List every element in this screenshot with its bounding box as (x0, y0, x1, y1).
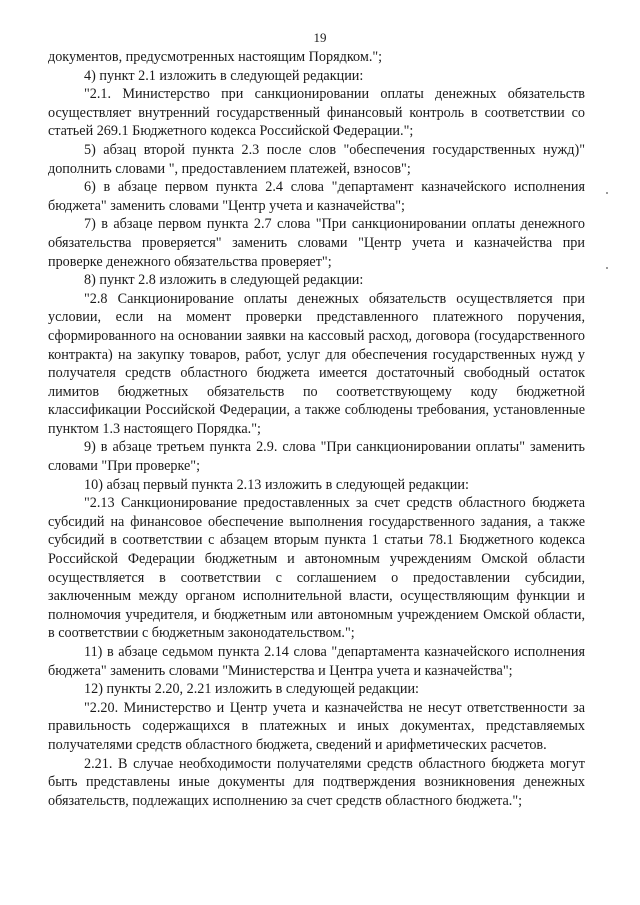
paragraph-clause-2-21: 2.21. В случае необходимости получателями средств областного бюджета могут быть представлены иные документы для подтверждения возникновения денежных обязательств, подлежащих исполнению за счет средств областного бюджета."; (48, 755, 585, 809)
paragraph-item-11: 11) в абзаце седьмом пункта 2.14 слова "департамента казначейского исполнения бюджета" заменить словами "Министерства и Центра учета и казначейства"; (48, 644, 585, 679)
paragraph-clause-2-13: "2.13 Санкционирование предоставленных за счет средств областного бюджета субсидий на финансовое обеспечение выполнения государственного задания, а также субсидий в соответствии с абзацем вторым пункта 1 статьи 78.1 Бюджетного кодекса Российской Федерации бюджетным и автономным учреждениям Омской области осуществляется в соответствии с соглашением о предоставлении субсидии, заключенным между органом исполнительной власти, осуществляющим функции и полномочия учредителя, и бюджетным или автономным учреждением Омской области, в соответствии с бюджетным законодательством."; (48, 495, 585, 642)
page-number: 19 (313, 30, 327, 45)
paragraph-item-8: 8) пункт 2.8 изложить в следующей редакции: (84, 272, 364, 289)
paragraph-item-6: 6) в абзаце первом пункта 2.4 слова "департамент казначейского исполнения бюджета" заменить словами "Центр учета и казначейства"; (48, 179, 585, 214)
scan-speck (606, 267, 608, 269)
paragraph-item-9: 9) в абзаце третьем пункта 2.9. слова "При санкционировании оплаты" заменить словами "При проверке"; (48, 439, 585, 475)
paragraph-clause-2-1: "2.1. Министерство при санкционировании оплаты денежных обязательств осуществляет внутренний государственный финансовый контроль в соответствии со статьей 269.1 Бюджетного кодекса Российской Федерации."; (48, 86, 585, 140)
document-body (48, 48, 585, 810)
paragraph-item-12: 12) пункты 2.20, 2.21 изложить в следующей редакции: (84, 681, 419, 698)
paragraph-item-7: 7) в абзаце первом пункта 2.7 слова "При санкционировании оплаты денежного обязательства проверяется" заменить словами "Центр учета и казначейства при проверке денежного обязательства проверяет"; (48, 216, 585, 270)
scan-speck (606, 192, 608, 194)
paragraph-item-5: 5) абзац второй пункта 2.3 после слов "обеспечения государственных нужд)" дополнить словами ", предоставлением платежей, взносов"; (48, 141, 585, 177)
paragraph-item-10: 10) абзац первый пункта 2.13 изложить в следующей редакции: (84, 476, 469, 493)
paragraph-clause-2-8: "2.8 Санкционирование оплаты денежных обязательств осуществляется при условии, если на момент проверки представленного платежного поручения, сформированного на основании заявки на кассовый расход, договора (государственного контракта) на закупку товаров, работ, услуг для обеспечения государственных нужд у получателя средств областного бюджета имеется достаточный свободный остаток лимитов бюджетных обязательств по соответствующему коду бюджетной классификации Российской Федерации, а также соблюдены требования, установленные пунктом 1.3 настоящего Порядка."; (48, 290, 585, 437)
paragraph-clause-2-20: "2.20. Министерство и Центр учета и казначейства не несут ответственности за правильность содержащихся в платежных и иных документах, представляемых получателями средств областного бюджета, сведений и арифметических расчетов. (48, 699, 585, 753)
paragraph-continuation: документов, предусмотренных настоящим Порядком."; (48, 49, 383, 65)
paragraph-item-4: 4) пункт 2.1 изложить в следующей редакции: (84, 67, 364, 84)
